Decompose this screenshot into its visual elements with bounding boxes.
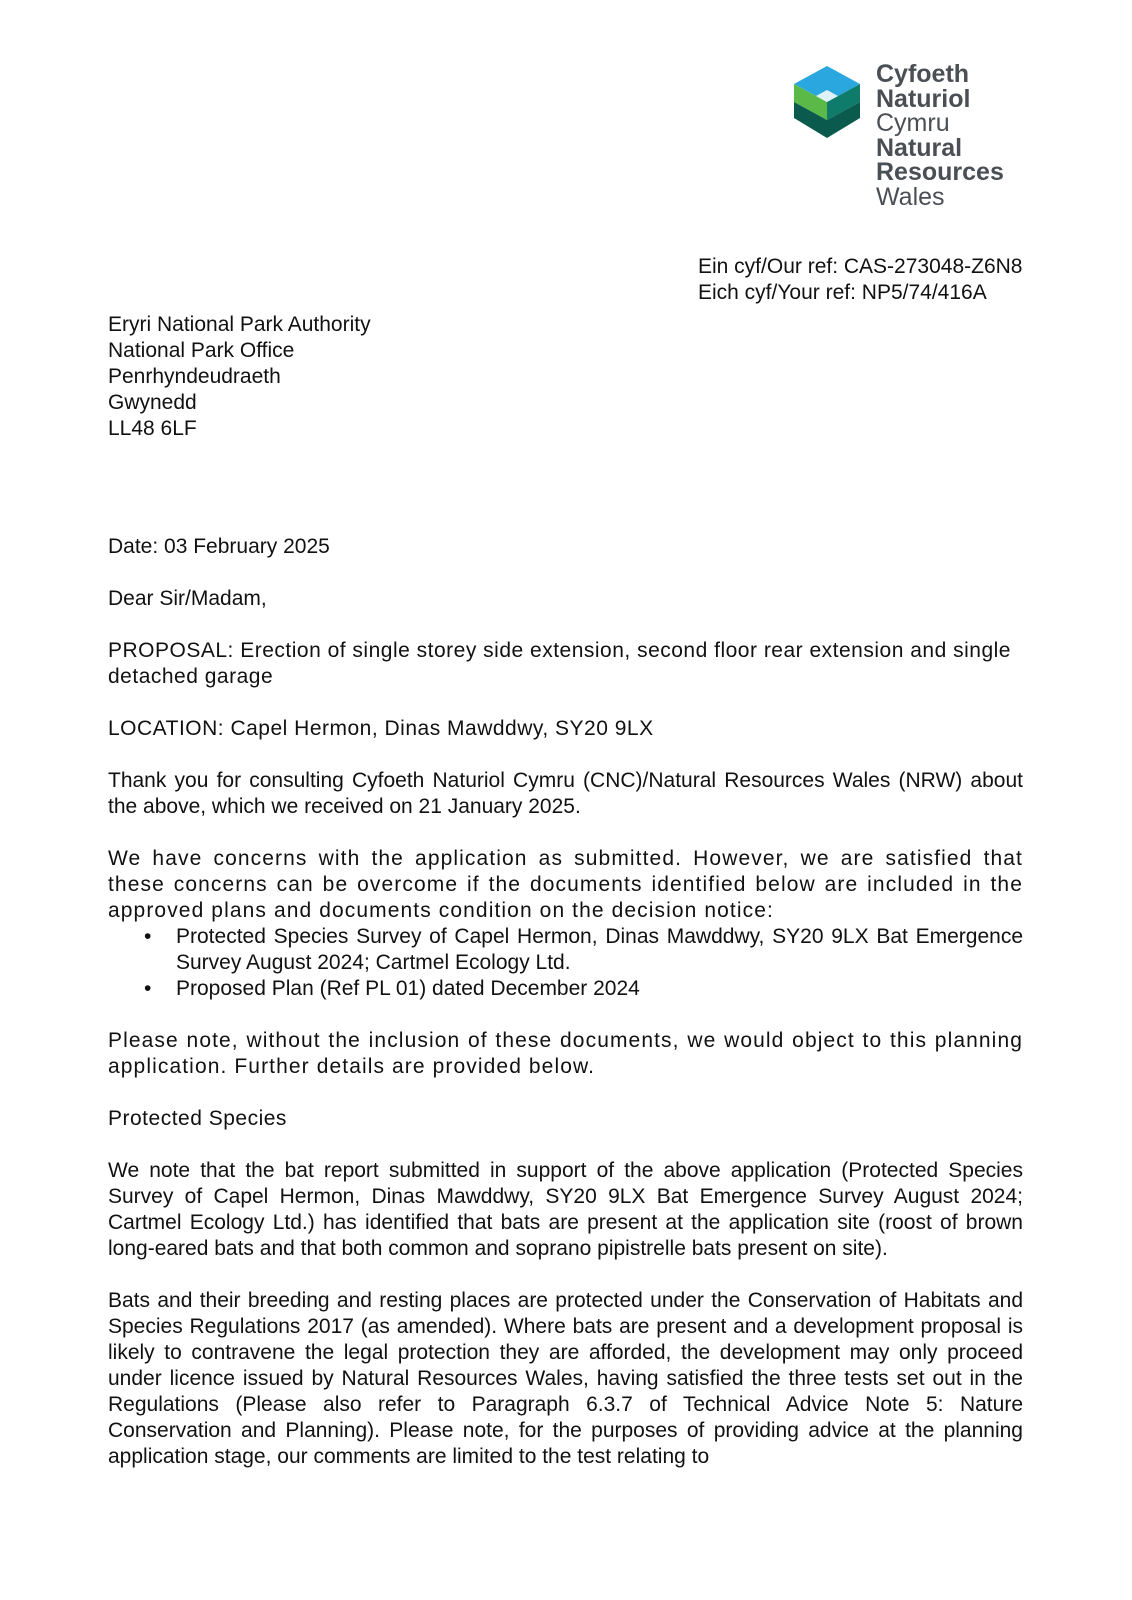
address-postcode: LL48 6LF [108, 417, 197, 440]
nrw-hexagon-logo-icon [790, 66, 864, 140]
paragraph-concerns: We have concerns with the application as submitted. However, we are satisfied that these concerns can be overcome if the documents identified below are included in the approved plans and documents condition on the decision notice: [108, 847, 1023, 922]
logo-wordmark [876, 62, 1004, 209]
reference-block [698, 254, 1022, 306]
paragraph-regulations: Bats and their breeding and resting places are protected under the Conservation of Habitats and Species Regulations 2017 (as amended). Where bats are present and a development proposal is likely to contravene the legal protection they are afforded, the development may only proceed under licence issued by Natural Resources Wales, having satisfied the three tests set out in the Regulations (Please also refer to Paragraph 6.3.7 of Technical Advice Note 5: Nature Conservation and Planning). Please note, for the purposes of providing advice at the planning application stage, our comments are limited to the test relating to [108, 1289, 1023, 1468]
paragraph-note: Please note, without the inclusion of these documents, we would object to this planning application. Further details are provided below. [108, 1029, 1023, 1078]
address-line: Gwynedd [108, 391, 197, 414]
proposal: PROPOSAL: Erection of single storey side extension, second floor rear extension and single detached garage [108, 639, 1011, 688]
paragraph-bat-report: We note that the bat report submitted in support of the above application (Protected Species Survey of Capel Hermon, Dinas Mawddwy, SY20 9LX Bat Emergence Survey August 2024; Cartmel Ecology Ltd.) has identified that bats are present at the application site (roost of brown long-eared bats and that both common and soprano pipistrelle bats present on site). [108, 1159, 1023, 1260]
location: LOCATION: Capel Hermon, Dinas Mawddwy, SY20 9LX [108, 717, 654, 740]
letter-body [108, 534, 1023, 1470]
logo-welsh-line2: Naturiol [876, 84, 971, 113]
logo-welsh-line1: Cyfoeth [876, 60, 970, 88]
nrw-logo [790, 62, 1030, 222]
logo-welsh-line3: Cymru [876, 109, 950, 137]
document-item: • Protected Species Survey of Capel Hermon, Dinas Mawddwy, SY20 9LX Bat Emergence Survey August 2024; Cartmel Ecology Ltd. [176, 924, 1023, 976]
your-reference: Eich cyf/Your ref: NP5/74/416A [698, 281, 987, 304]
our-reference: Ein cyf/Our ref: CAS-273048-Z6N8 [698, 255, 1023, 278]
heading-protected-species: Protected Species [108, 1107, 287, 1130]
letter-date: Date: 03 February 2025 [108, 535, 330, 558]
salutation: Dear Sir/Madam, [108, 587, 267, 610]
recipient-address [108, 312, 371, 442]
address-line: Penrhyndeudraeth [108, 365, 281, 388]
address-line: National Park Office [108, 339, 295, 362]
document-item: • Proposed Plan (Ref PL 01) dated December 2024 [176, 976, 1023, 1002]
logo-english-line1: Natural [876, 133, 963, 162]
address-line: Eryri National Park Authority [108, 313, 371, 336]
paragraph-thanks: Thank you for consulting Cyfoeth Naturiol Cymru (CNC)/Natural Resources Wales (NRW) about the above, which we received on 21 January 2025. [108, 769, 1023, 818]
logo-english-line3: Wales [876, 182, 945, 211]
logo-english-line2: Resources [876, 158, 1004, 186]
document-list [108, 924, 1023, 1002]
